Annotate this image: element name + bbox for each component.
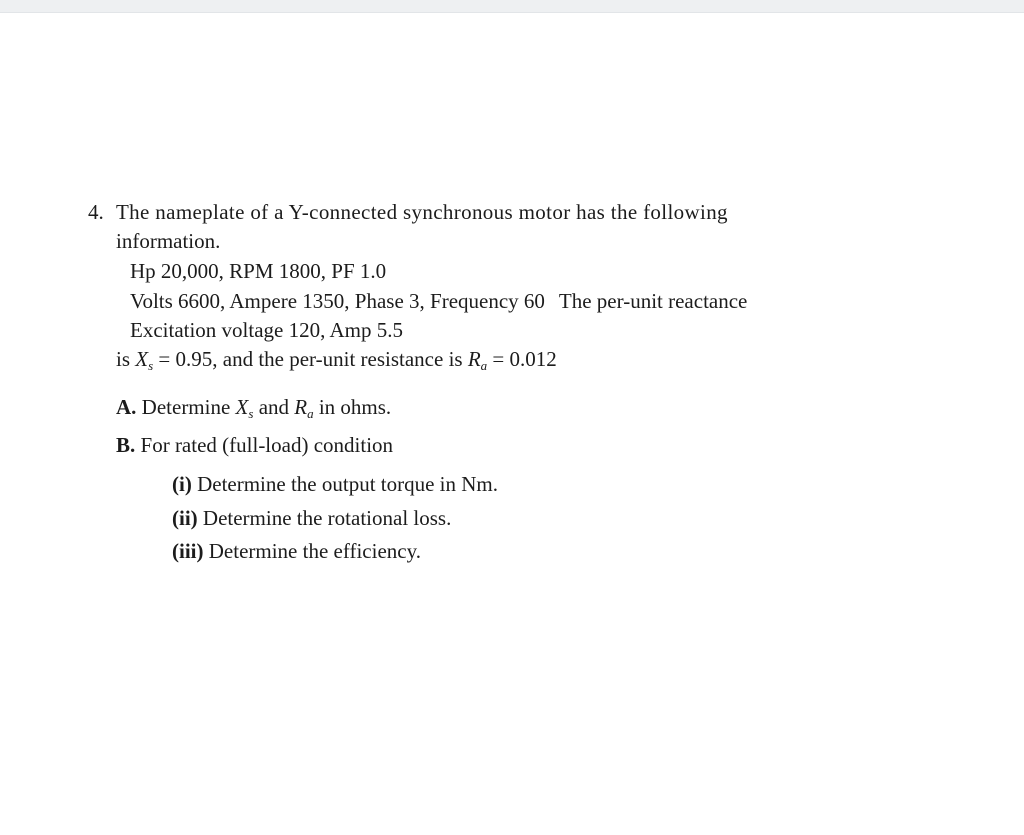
part-b-item-3	[172, 541, 421, 562]
part-b	[116, 435, 393, 456]
reactance-prefix: is	[116, 347, 136, 371]
part-a-text3: in ohms.	[313, 395, 392, 419]
part-b-item-1-label: (i)	[172, 472, 192, 496]
ra-symbol: R	[467, 347, 481, 371]
part-a-ra-symbol: R	[294, 395, 308, 419]
part-a	[116, 395, 392, 421]
question-intro-line1: The nameplate of a Y-connected synchronous motor has the following	[116, 200, 728, 224]
nameplate-line1: Hp 20,000, RPM 1800, PF 1.0	[130, 259, 387, 283]
reactance-resistance-line	[116, 347, 557, 373]
nameplate-line3: Excitation voltage 120, Amp 5.5	[130, 318, 403, 342]
part-b-item-3-text: Determine the efficiency.	[203, 539, 421, 563]
question-number: 4.	[88, 200, 104, 224]
question-intro-line2: information.	[116, 229, 221, 253]
part-b-item-2-label: (ii)	[172, 506, 198, 530]
xs-value: = 0.95, and the per-unit resistance is	[153, 347, 468, 371]
nameplate-line2	[130, 291, 747, 312]
part-b-text: For rated (full-load) condition	[135, 433, 394, 457]
nameplate-line2-b: The per-unit reactance	[558, 289, 748, 313]
part-a-text2: and	[253, 395, 295, 419]
ra-subscript: a	[480, 358, 488, 373]
part-a-label: A.	[116, 395, 137, 419]
ra-value: = 0.012	[487, 347, 557, 371]
part-b-label: B.	[116, 433, 136, 457]
part-a-xs-symbol: X	[235, 395, 249, 419]
part-b-item-1-text: Determine the output torque in Nm.	[191, 472, 499, 496]
xs-symbol: X	[135, 347, 149, 371]
part-b-item-2-text: Determine the rotational loss.	[197, 506, 452, 530]
nameplate-line2-a: Volts 6600, Ampere 1350, Phase 3, Frequency 60	[130, 289, 545, 313]
part-a-text1: Determine	[136, 395, 236, 419]
part-a-ra-subscript: a	[307, 406, 314, 421]
xs-subscript: s	[148, 358, 154, 373]
part-a-xs-subscript: s	[248, 406, 254, 421]
part-b-item-1	[172, 474, 498, 495]
part-b-item-3-label: (iii)	[172, 539, 204, 563]
part-b-item-2	[172, 508, 451, 529]
